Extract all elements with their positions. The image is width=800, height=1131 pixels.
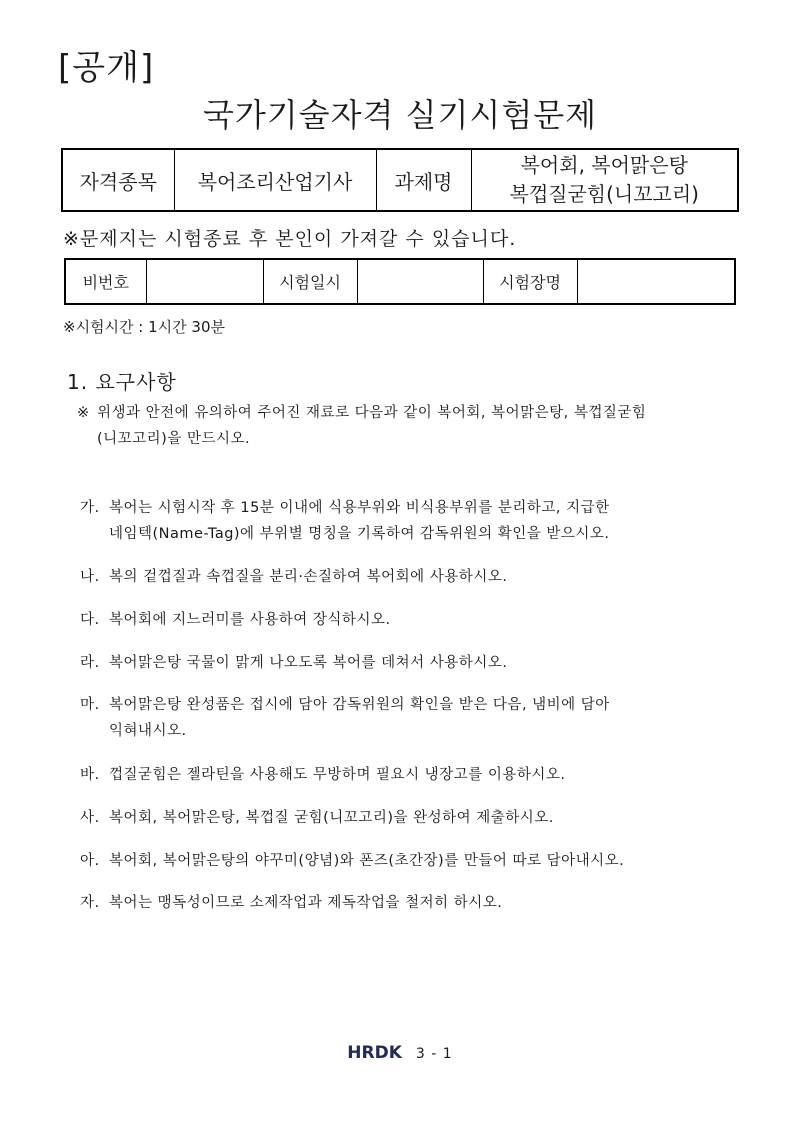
candidate-number-label: 비번호 [65,259,146,304]
requirements-intro [77,400,767,452]
candidate-info-table [64,258,736,305]
item-marker: 아. [80,853,100,869]
item-marker: 다. [80,612,100,628]
item-text: 복어는 맹독성이므로 소제작업과 제독작업을 철저히 하시오. [109,895,503,911]
item-text-continued: 익혀내시오. [109,723,187,739]
task-value-line2: 복껍질굳힘(니꼬고리) [509,182,699,206]
section-title: 1. 요구사항 [67,370,177,394]
item-marker: 나. [80,569,100,585]
task-value-line1: 복어회, 복어맑은탕 [520,153,688,177]
requirement-item [80,495,770,547]
item-marker: 라. [80,655,100,671]
item-text: 복어맑은탕 완성품은 접시에 담아 감독위원의 확인을 받은 다음, 냄비에 담아 [109,697,610,713]
task-label: 과제명 [376,149,471,211]
exam-venue-field[interactable] [577,259,735,304]
requirement-item [80,607,770,633]
requirement-item [80,650,770,676]
document-tag: [공개] [58,48,155,88]
item-text: 복어회에 지느러미를 사용하여 장식하시오. [109,612,391,628]
document-title: 국가기술자격 실기시험문제 [202,96,598,134]
exam-datetime-label: 시험일시 [263,259,357,304]
exam-datetime-field[interactable] [357,259,483,304]
requirement-item [80,762,770,788]
requirement-item [80,890,770,916]
exam-venue-label: 시험장명 [483,259,577,304]
qualification-label: 자격종목 [62,149,174,211]
item-text-continued: 네임텍(Name-Tag)에 부위별 명칭을 기록하여 감독위원의 확인을 받으시오. [109,526,610,542]
item-text: 복의 겉껍질과 속껍질을 분리·손질하여 복어회에 사용하시오. [109,569,508,585]
item-marker: 사. [80,810,100,826]
requirement-item [80,564,770,590]
item-marker: 바. [80,767,100,783]
task-value [471,149,738,211]
take-home-notice: ※문제지는 시험종료 후 본인이 가져갈 수 있습니다. [63,228,517,250]
page-footer [0,1043,800,1063]
hrdk-logo: HRDK [347,1043,402,1063]
item-text: 복어회, 복어맑은탕의 야꾸미(양념)와 폰즈(초간장)를 만들어 따로 담아내시오. [109,853,625,869]
intro-line2: (니꼬고리)을 만드시오. [97,431,251,447]
qualification-value: 복어조리산업기사 [174,149,376,211]
item-marker: 마. [80,697,100,713]
item-text: 껍질굳힘은 젤라틴을 사용해도 무방하며 필요시 냉장고를 이용하시오. [109,767,566,783]
requirement-item [80,692,770,744]
candidate-number-field[interactable] [146,259,263,304]
exam-time: ※시험시간 : 1시간 30분 [63,318,225,336]
requirement-item [80,848,770,874]
item-text: 복어맑은탕 국물이 맑게 나오도록 복어를 데쳐서 사용하시오. [109,655,508,671]
intro-line1: 위생과 안전에 유의하여 주어진 재료로 다음과 같이 복어회, 복어맑은탕, 복껍질굳힘 [97,405,647,421]
requirement-item [80,805,770,831]
qualification-table [61,148,739,212]
item-text: 복어회, 복어맑은탕, 복껍질 굳힘(니꼬고리)을 완성하여 제출하시오. [109,810,554,826]
item-marker: 자. [80,895,100,911]
item-marker: 가. [80,500,100,516]
page-number: 3 - 1 [415,1046,453,1062]
reference-mark: ※ [77,405,90,421]
item-text: 복어는 시험시작 후 15분 이내에 식용부위와 비식용부위를 분리하고, 지급한 [109,500,610,516]
